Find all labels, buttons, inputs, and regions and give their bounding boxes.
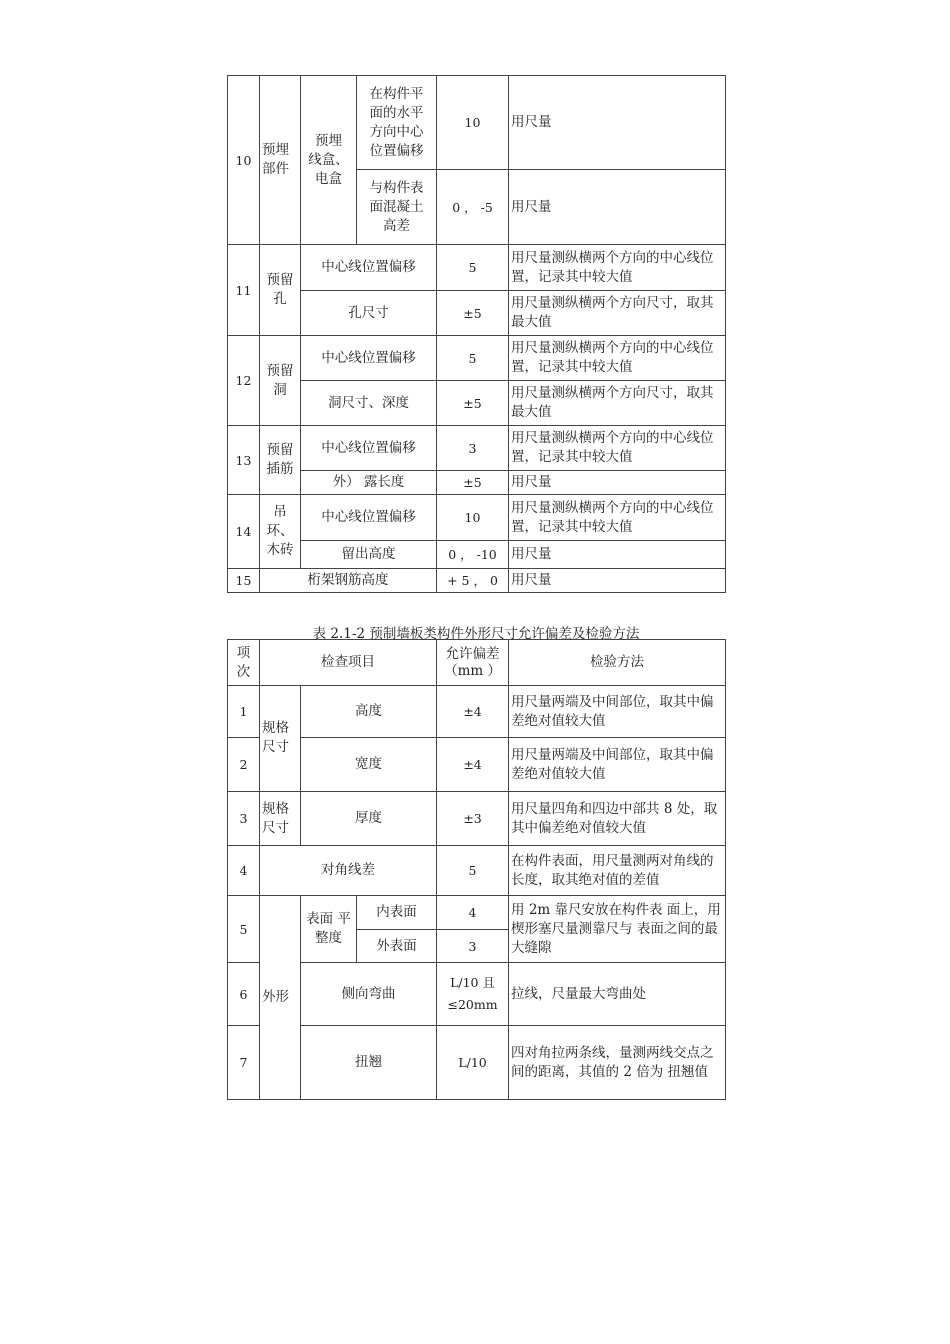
wall-panel-deviation-table bbox=[227, 639, 726, 1100]
check-item: 外表面 bbox=[357, 930, 437, 963]
tolerance: ±4 bbox=[437, 738, 509, 792]
row-number: 3 bbox=[228, 792, 260, 846]
tolerance: 0 ， -5 bbox=[437, 170, 509, 245]
group-name: 外形 bbox=[260, 896, 301, 1100]
method: 用尺量 bbox=[509, 170, 726, 245]
check-item: 厚度 bbox=[301, 792, 437, 846]
row-number: 2 bbox=[228, 738, 260, 792]
tolerance: ±5 bbox=[437, 381, 509, 426]
check-item: 宽度 bbox=[301, 738, 437, 792]
method: 用尺量测纵横两个方向的中心线位置，记录其中较大值 bbox=[509, 495, 726, 541]
header-item: 检查项目 bbox=[260, 640, 437, 686]
method: 用尺量测纵横两个方向的中心线位置，记录其中较大值 bbox=[509, 426, 726, 471]
check-item: 外） 露长度 bbox=[301, 471, 437, 495]
tolerance: 10 bbox=[437, 76, 509, 170]
check-item: 中心线位置偏移 bbox=[301, 245, 437, 291]
method: 用尺量 bbox=[509, 569, 726, 593]
method: 用尺量测纵横两个方向的中心线位置，记录其中较大值 bbox=[509, 336, 726, 381]
header-tolerance: 允许偏差 （mm ） bbox=[437, 640, 509, 686]
tolerance: 5 bbox=[437, 846, 509, 896]
tolerance: ±3 bbox=[437, 792, 509, 846]
item-name: 预留 洞 bbox=[260, 336, 301, 426]
check-item: 桁架钢筋高度 bbox=[260, 569, 437, 593]
item-name: 预留 孔 bbox=[260, 245, 301, 336]
tolerance: + 5 ， 0 bbox=[437, 569, 509, 593]
tolerance: 10 bbox=[437, 495, 509, 541]
method: 用尺量两端及中间部位，取其中偏差绝对值较大值 bbox=[509, 686, 726, 738]
tolerance: 0 ， -10 bbox=[437, 541, 509, 569]
check-item: 留出高度 bbox=[301, 541, 437, 569]
deviation-table-continued bbox=[227, 75, 726, 593]
tolerance: ±5 bbox=[437, 291, 509, 336]
method: 拉线，尺量最大弯曲处 bbox=[509, 963, 726, 1026]
sub-item-name: 预埋 线盒、 电盒 bbox=[301, 76, 357, 245]
row-number: 10 bbox=[228, 76, 260, 245]
method: 用 2m 靠尺安放在构件表 面上，用楔形塞尺量测靠尺与 表面之间的最大缝隙 bbox=[509, 896, 726, 963]
tolerance: 5 bbox=[437, 245, 509, 291]
group-name: 规格 尺寸 bbox=[260, 686, 301, 792]
tolerance: ±5 bbox=[437, 471, 509, 495]
tolerance: 5 bbox=[437, 336, 509, 381]
tolerance: L/10 bbox=[437, 1026, 509, 1100]
method: 在构件表面，用尺量测两对角线的长度，取其绝对值的差值 bbox=[509, 846, 726, 896]
row-number: 11 bbox=[228, 245, 260, 336]
item-name: 吊 环、 木砖 bbox=[260, 495, 301, 569]
header-method: 检验方法 bbox=[509, 640, 726, 686]
method: 用尺量 bbox=[509, 76, 726, 170]
method: 用尺量两端及中间部位，取其中偏差绝对值较大值 bbox=[509, 738, 726, 792]
check-item: 中心线位置偏移 bbox=[301, 336, 437, 381]
row-number: 12 bbox=[228, 336, 260, 426]
check-item: 侧向弯曲 bbox=[301, 963, 437, 1026]
row-number: 15 bbox=[228, 569, 260, 593]
table-caption: 表 2.1-2 预制墙板类构件外形尺寸允许偏差及检验方法 bbox=[312, 626, 640, 642]
tolerance: L/10 且 ≤20mm bbox=[437, 963, 509, 1026]
check-item: 高度 bbox=[301, 686, 437, 738]
method: 用尺量 bbox=[509, 471, 726, 495]
row-number: 5 bbox=[228, 896, 260, 963]
tolerance: 4 bbox=[437, 896, 509, 930]
check-item: 孔尺寸 bbox=[301, 291, 437, 336]
method: 用尺量测纵横两个方向尺寸，取其最大值 bbox=[509, 381, 726, 426]
check-item: 中心线位置偏移 bbox=[301, 426, 437, 471]
method: 用尺量测纵横两个方向尺寸，取其最大值 bbox=[509, 291, 726, 336]
check-item: 内表面 bbox=[357, 896, 437, 930]
method: 四对角拉两条线，量测两线交点之间的距离，其值的 2 倍为 扭翘值 bbox=[509, 1026, 726, 1100]
tolerance: 3 bbox=[437, 426, 509, 471]
item-name: 预留 插筋 bbox=[260, 426, 301, 495]
check-item: 与构件表 面混凝土 高差 bbox=[357, 170, 437, 245]
group-name: 规格 尺寸 bbox=[260, 792, 301, 846]
check-item: 在构件平 面的水平 方向中心 位置偏移 bbox=[357, 76, 437, 170]
item-name: 预埋 部件 bbox=[260, 76, 301, 245]
sub-item-name: 表面 平 整度 bbox=[301, 896, 357, 963]
check-item: 扭翘 bbox=[301, 1026, 437, 1100]
check-item: 中心线位置偏移 bbox=[301, 495, 437, 541]
row-number: 4 bbox=[228, 846, 260, 896]
header-number: 项 次 bbox=[228, 640, 260, 686]
tolerance: 3 bbox=[437, 930, 509, 963]
tolerance: ±4 bbox=[437, 686, 509, 738]
method: 用尺量四角和四边中部共 8 处，取其中偏差绝对值较大值 bbox=[509, 792, 726, 846]
row-number: 13 bbox=[228, 426, 260, 495]
method: 用尺量 bbox=[509, 541, 726, 569]
check-item: 对角线差 bbox=[260, 846, 437, 896]
check-item: 洞尺寸、深度 bbox=[301, 381, 437, 426]
row-number: 1 bbox=[228, 686, 260, 738]
row-number: 14 bbox=[228, 495, 260, 569]
method: 用尺量测纵横两个方向的中心线位置，记录其中较大值 bbox=[509, 245, 726, 291]
row-number: 6 bbox=[228, 963, 260, 1026]
row-number: 7 bbox=[228, 1026, 260, 1100]
